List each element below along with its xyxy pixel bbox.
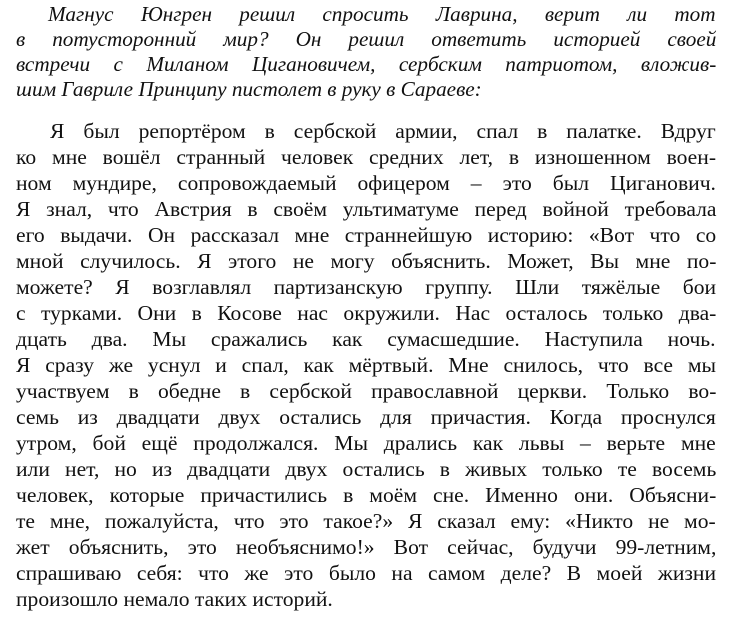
body-line: дцать два. Мы сражались как сумасшедшие. Наступила ночь. <box>16 327 716 351</box>
intro-line: встречи с Миланом Цигановичем, сербским патриотом, вложив- <box>16 52 717 76</box>
body-line: Я сразу же уснул и спал, как мёртвый. Мне снилось, что все мы <box>16 353 717 377</box>
intro-line: Магнус Юнгрен решил спросить Лаврина, верит ли тот <box>48 2 716 26</box>
body-line: Я был репортёром в сербской армии, спал в палатке. Вдруг <box>50 119 716 143</box>
body-line: человек, которые причастились в моём сне. Именно они. Объясни- <box>16 483 717 507</box>
body-line: его выдачи. Он рассказал мне страннейшую историю: «Вот что со <box>16 223 717 247</box>
body-line: с турками. Они в Косове нас окружили. Нас осталось только два- <box>16 301 717 325</box>
body-line: ко мне вошёл странный человек средних лет, в изношенном воен- <box>16 145 717 169</box>
body-line: жет объяснить, это необъяснимо!» Вот сейчас, будучи 99-летним, <box>16 535 717 559</box>
body-line: или нет, но из двадцати двух остались в живых только те восемь <box>16 457 717 481</box>
intro-line: шим Гавриле Принципу пистолет в руку в Сараеве: <box>16 77 482 101</box>
body-line: ном мундире, сопровождаемый офицером – это был Циганович. <box>16 171 716 195</box>
body-line: мной случилось. Я этого не могу объяснить. Может, Вы мне по- <box>16 249 717 273</box>
body-line: можете? Я возглавлял партизанскую группу. Шли тяжёлые бои <box>16 275 717 299</box>
body-line: произошло немало таких историй. <box>16 587 333 611</box>
body-line: утром, бой ещё продолжался. Мы дрались как львы – верьте мне <box>16 431 716 455</box>
body-line: Я знал, что Австрия в своём ультиматуме перед войной требовала <box>16 197 717 221</box>
body-line: те мне, пожалуйста, что это такое?» Я сказал ему: «Никто не мо- <box>16 509 716 533</box>
body-line: спрашиваю себя: что же это было на самом деле? В моей жизни <box>16 561 717 585</box>
intro-line: в потусторонний мир? Он решил ответить историей своей <box>16 27 717 51</box>
body-line: участвуем в обедне в сербской православной церкви. Только во- <box>16 379 717 403</box>
body-line: семь из двадцати двух остались для причастия. Когда проснулся <box>16 405 716 429</box>
